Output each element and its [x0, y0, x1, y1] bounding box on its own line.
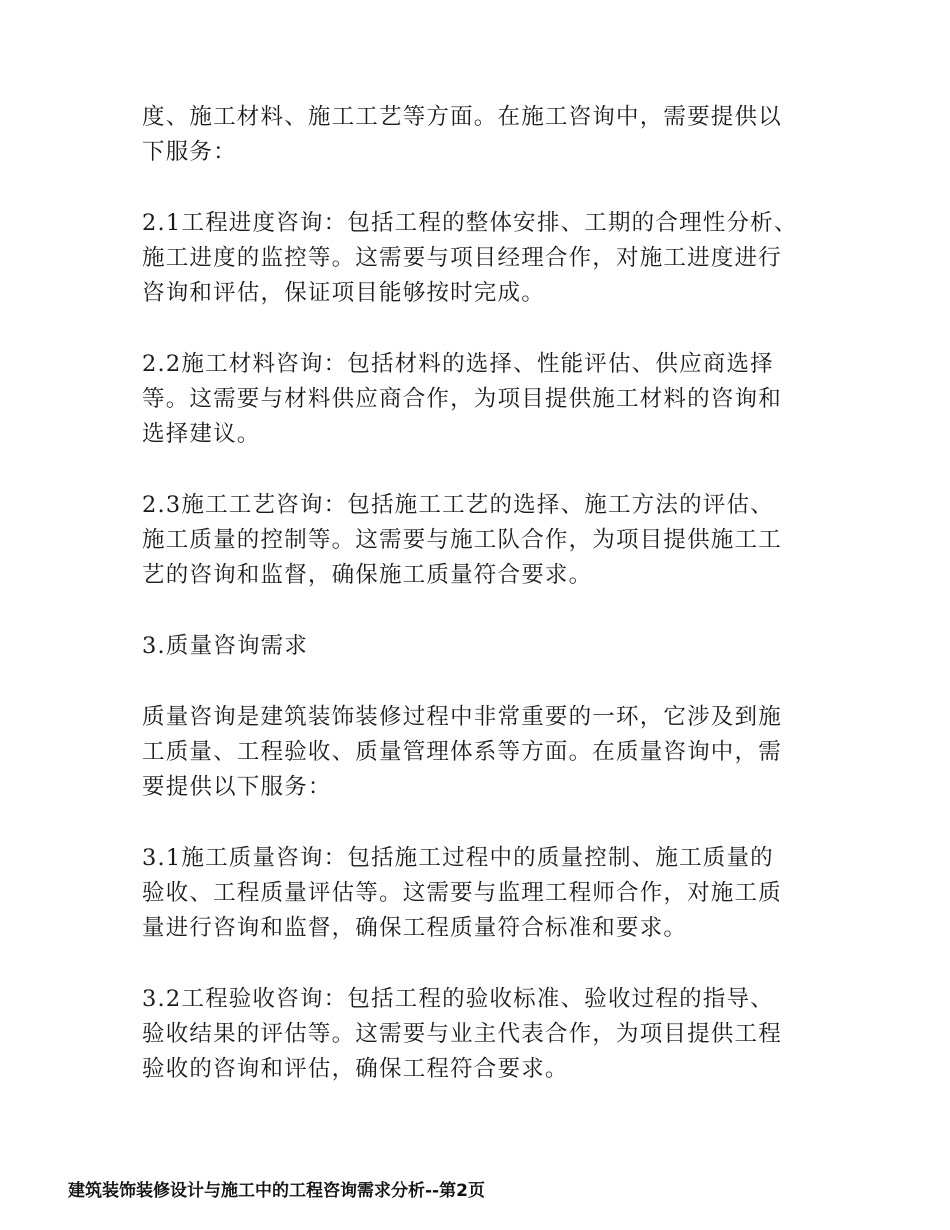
- text-line: 3.2工程验收咨询：包括工程的验收标准、验收过程的指导、: [142, 986, 774, 1012]
- text-line: 要提供以下服务：: [142, 774, 332, 800]
- text-line: 3.质量咨询需求: [142, 633, 309, 659]
- text-line: 下服务：: [142, 139, 237, 165]
- paragraph-3-2-acceptance-consulting: [142, 982, 832, 1087]
- paragraph-2-2-materials-consulting: [142, 347, 832, 452]
- text-line: 2.2施工材料咨询：包括材料的选择、性能评估、供应商选择: [142, 351, 774, 377]
- paragraph-2-3-process-consulting: [142, 488, 832, 593]
- text-line: 3.1施工质量咨询：包括施工过程中的质量控制、施工质量的: [142, 845, 774, 871]
- text-line: 验收、工程质量评估等。这需要与监理工程师合作，对施工质: [142, 880, 782, 906]
- section-heading-3: [142, 629, 832, 664]
- text-line: 施工进度的监控等。这需要与项目经理合作，对施工进度进行: [142, 245, 782, 271]
- text-line: 质量咨询是建筑装饰装修过程中非常重要的一环，它涉及到施: [142, 704, 782, 730]
- text-line: 验收的咨询和评估，确保工程符合要求。: [142, 1056, 569, 1082]
- text-line: 等。这需要与材料供应商合作，为项目提供施工材料的咨询和: [142, 386, 782, 412]
- text-line: 2.1工程进度咨询：包括工程的整体安排、工期的合理性分析、: [142, 210, 798, 236]
- page-footer: 建筑装饰装修设计与施工中的工程咨询需求分析--第2页: [68, 1181, 485, 1201]
- text-line: 咨询和评估，保证项目能够按时完成。: [142, 280, 545, 306]
- text-line: 量进行咨询和监督，确保工程质量符合标准和要求。: [142, 915, 688, 941]
- document-body: [142, 100, 832, 1123]
- text-line: 工质量、工程验收、质量管理体系等方面。在质量咨询中，需: [142, 739, 782, 765]
- paragraph-intro-continued: [142, 100, 832, 170]
- text-line: 验收结果的评估等。这需要与业主代表合作，为项目提供工程: [142, 1021, 782, 1047]
- text-line: 施工质量的控制等。这需要与施工队合作，为项目提供施工工: [142, 527, 782, 553]
- paragraph-3-intro: [142, 700, 832, 805]
- text-line: 艺的咨询和监督，确保施工质量符合要求。: [142, 562, 593, 588]
- paragraph-2-1-schedule-consulting: [142, 206, 832, 311]
- text-line: 2.3施工工艺咨询：包括施工工艺的选择、施工方法的评估、: [142, 492, 774, 518]
- text-line: 选择建议。: [142, 421, 261, 447]
- text-line: 度、施工材料、施工工艺等方面。在施工咨询中，需要提供以: [142, 104, 782, 130]
- paragraph-3-1-quality-consulting: [142, 841, 832, 946]
